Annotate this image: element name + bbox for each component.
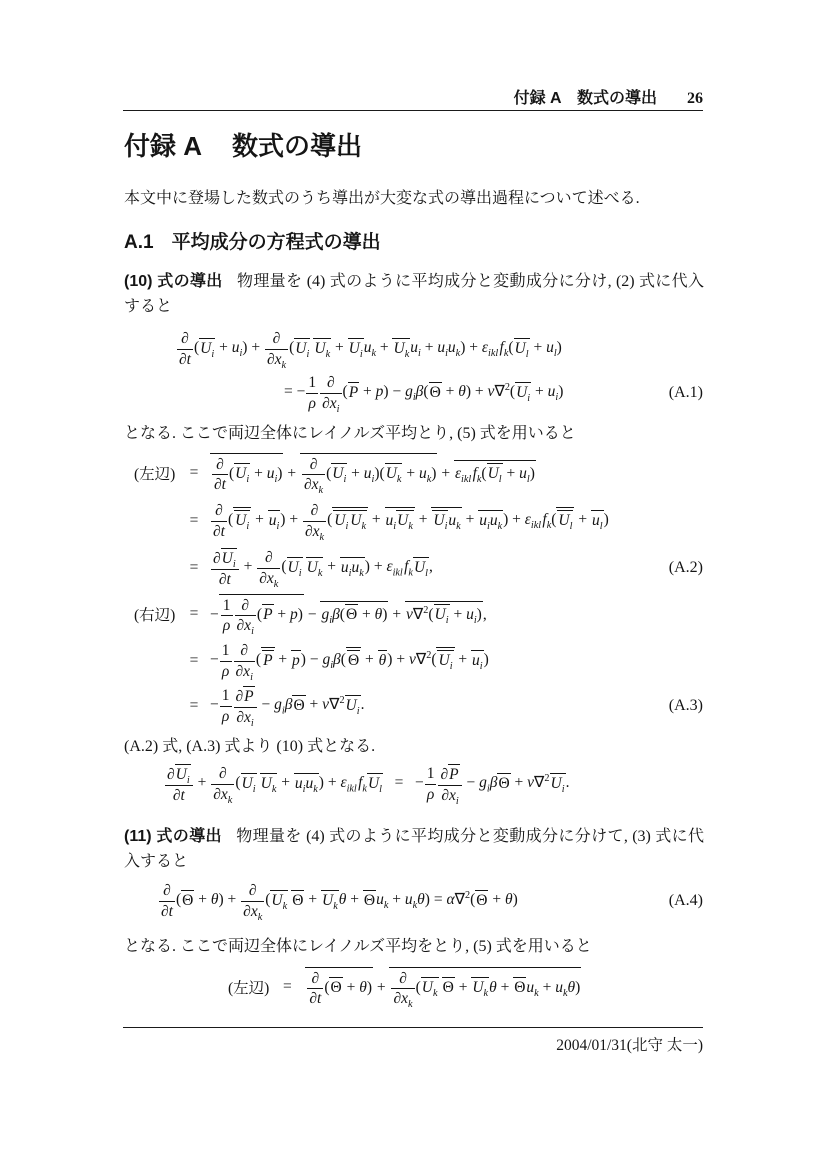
equals-sign: =: [282, 978, 292, 995]
header-rule: [123, 110, 703, 111]
equals-sign: =: [189, 605, 199, 622]
derivation-11-text: 物理量を (4) 式のように平均成分と変動成分に分けて, (3) 式に代入すると: [124, 828, 704, 870]
derivation-10-paragraph: [124, 269, 704, 319]
running-header: [124, 85, 703, 108]
equation-lhs-theta-expr: ∂ ∂t (Θ + θ) + ∂ $\partial x_k$ ($U_k$ $\Theta + U_k\theta + \Theta u_k + u_k\theta$): [305, 967, 581, 1007]
footer-credit: 2004/01/31(北守 太一): [556, 1037, 703, 1054]
eq-array-row-2: [124, 496, 703, 546]
eq-array-row-3-expr: $\frac{\partial U_i}{\partial t}$ + ∂ $\partial x_k$ ($U_i$ $U_k + u_iu_k) + \varepsilon_{ikl}$ $f_kU_l$,: [213, 549, 433, 590]
equals-sign: =: [189, 464, 199, 481]
equation-lhs-theta-line: [124, 962, 703, 1012]
page-number: 26: [687, 90, 703, 107]
equals-sign: =: [189, 559, 199, 576]
derivation-10-text: 物理量を (4) 式のように平均成分と変動成分に分け, (2) 式に代入すると: [124, 273, 704, 315]
lhs-label: (左辺): [134, 466, 176, 483]
equation-a1-line2-expr: = − $\frac{1}{\rho}$ ∂ $\partial x_i$ $(P + p) - g_i\beta(\Theta + \theta) + \nu\nabla^2(U_i + u_i)$: [284, 374, 564, 415]
rhs-label: (右辺): [134, 607, 176, 624]
eq-array-row-3: [124, 546, 703, 590]
eq-array-row-5: [124, 638, 703, 684]
equation-a1-line2: [124, 372, 703, 414]
equation-a1-line1-expr: ∂ ∂t $(U_i + u_i)$ + ∂ $\partial x_k$ ($U_i$ $U_k + U_iu_k + U_ku_i + u_iu_k) + \varepsilon_{ikl}$ $f_k(U_l + u_l)$: [179, 330, 562, 371]
equation-tag-a2: (A.2): [668, 559, 703, 576]
derivation-11-label: (11) 式の導出: [124, 828, 222, 845]
section-number: A.1: [124, 232, 154, 253]
equation-lhs-theta: [124, 962, 703, 1012]
eq-array-row-1: [124, 450, 703, 496]
equation-a4-line: [124, 878, 703, 924]
equation-tag-a4: (A.4): [668, 892, 703, 909]
eq-array-row-4-expr: − $\frac{1}{\rho}$ ∂ $\partial x_i$ $(P + p) - g_i\beta(\Theta + \theta) + \nu\nabla^2(U_i + u_i)$,: [210, 594, 487, 634]
equation-a4-expr: ∂ ∂t (Θ + θ) + ∂ $\partial x_k$ ($U_k$ $\Theta + U_k\theta + \Theta u_k + u_k\theta) = \alpha\nabla^2(\Theta + \theta)$: [161, 882, 518, 923]
equation-tag-a3: (A.3): [668, 697, 703, 714]
eq-array-row-6-expr: − $\frac{1}{\rho}$ $\frac{\partial P}{\partial x_i}$ − $g_i\beta\Theta + \nu\nabla^2U_i$.: [210, 687, 365, 729]
equation-a4: [124, 878, 703, 924]
running-header-title: 付録 A 数式の導出: [513, 90, 657, 107]
equation-a1-line1: [124, 326, 703, 372]
eq-array-row-5-expr: − $\frac{1}{\rho}$ ∂ $\partial x_i$ ( $P + p) - g_i\beta$( Θ + θ) + ν∇$^2$( $U_i + u_i$): [210, 642, 489, 683]
chapter-title-text: 数式の導出: [232, 131, 363, 161]
from-a2-a3-paragraph: (A.2) 式, (A.3) 式より (10) 式となる.: [124, 738, 376, 755]
derivation-11-paragraph: [124, 824, 704, 874]
equals-sign: =: [189, 652, 199, 669]
equals-sign: =: [189, 697, 199, 714]
lhs-label: (左辺): [228, 980, 270, 997]
equation-a1: [124, 326, 703, 414]
equals-sign: =: [189, 512, 199, 529]
chapter-number: 付録 A: [124, 131, 203, 161]
equation-array-a2-a3: [124, 450, 703, 728]
intro-paragraph: 本文中に登場した数式のうち導出が大変な式の導出過程について述べる.: [124, 190, 640, 207]
eq-array-row-4: [124, 590, 703, 638]
reynolds-average-paragraph-2: となる. ここで両辺全体にレイノルズ平均をとり, (5) 式を用いると: [124, 938, 592, 955]
section-title: 平均成分の方程式の導出: [171, 232, 381, 253]
equation-10-expr: $\frac{\partial U_i}{\partial t}$ + ∂ $\partial x_k$ ($U_i$ $U_k + u_iu_k) + \varepsilon_{ikl}$ $f_kU_l$ = − $\frac{1}{\rho}$ $\frac{\partial P}{\partial x_i}$ − $g_i\beta\Theta + \nu\nabla^2U_i$.: [167, 765, 570, 807]
section-heading: [124, 227, 381, 254]
equation-tag-a1: (A.1): [668, 384, 703, 401]
eq-array-row-6: [124, 684, 703, 728]
footer-rule: [123, 1027, 703, 1028]
derivation-10-label: (10) 式の導出: [124, 273, 223, 290]
eq-array-row-2-expr: ∂ ∂t ( $U_i + u_i$) + ∂ $\partial x_k$ ( $U_i$ $U_k + u_iU_k + U_iu_k + u_iu_k) + \varepsilon_{ikl}$ $f_k$( $U_l + u_l$): [213, 502, 609, 543]
equation-10-line: [124, 760, 703, 808]
reynolds-average-paragraph-1: となる. ここで両辺全体にレイノルズ平均とり, (5) 式を用いると: [124, 425, 576, 442]
eq-array-row-1-expr: ∂ ∂t $(U_i + u_i)$ + ∂ $\partial x_k$ $(U_i + u_i)(U_k + u_k) + \varepsilon_{ikl}$ $f_k(U_l + u_l)$: [210, 453, 536, 493]
equation-10: [124, 760, 703, 808]
chapter-title: [124, 131, 362, 162]
